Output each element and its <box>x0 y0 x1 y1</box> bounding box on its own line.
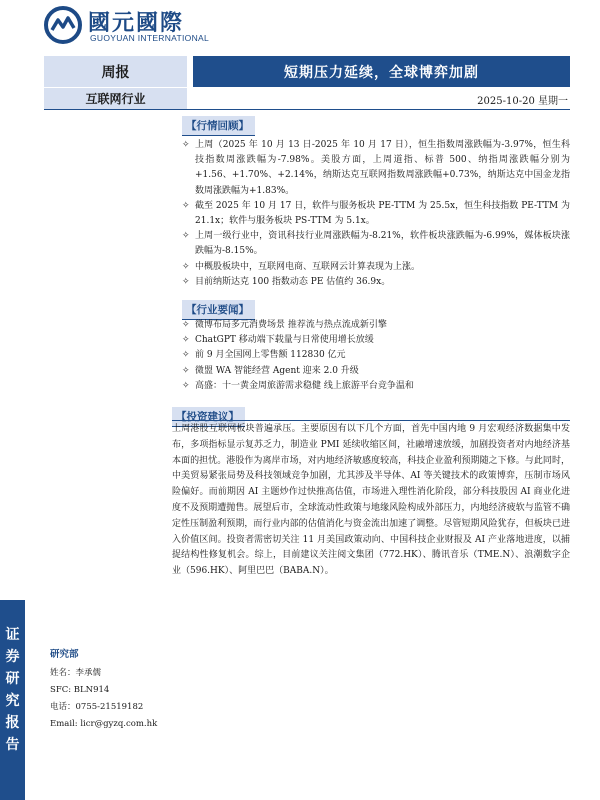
sidebar-char: 究 <box>5 693 20 709</box>
sector-name: 互联网行业 <box>44 88 187 109</box>
list-item: ✧ 微盟 WA 智能经营 Agent 迎来 2.0 升级 <box>182 364 570 379</box>
report-headline: 短期压力延续，全球博弈加剧 <box>193 56 570 87</box>
logo-mark-icon <box>44 6 82 44</box>
brand-name-cn: 國元國際 <box>88 10 185 36</box>
title-band <box>44 56 570 87</box>
analyst-name: 姓名：李承儒 <box>50 668 102 678</box>
industry-news-heading-wrap <box>182 298 570 320</box>
company-logo <box>44 6 244 44</box>
brand-name-en: GUOYUAN INTERNATIONAL <box>90 33 210 43</box>
sidebar-char: 券 <box>5 649 20 665</box>
bullet-icon: ✧ <box>182 140 190 150</box>
analyst-email: Email: licr@gyzq.com.hk <box>50 719 158 729</box>
investment-advice-body: 上周港股互联网板块普遍承压。主要原因有以下几个方面，首先中国内地 9 月宏观经济数据集中发布，多项指标显示复苏乏力，制造业 PMI 延续收缩区间，社融增速放缓，加剧投资者对内地经济基本面的担忧。港股作为离岸市场，对内地经济敏感度较高，科技企业盈利预期随之下修。与此同时，中美贸易紧张局势及科技领域竞争加剧，尤其涉及半导体、AI 等关键技术的政策博弈，压制市场风险偏好。而前期因 AI 主题炒作过快推高估值，市场进入理性消化阶段，部分科技股因 AI 商业化进度不及预期遭抛售。展望后市，全球流动性政策与地缘风险构成外部压力，内地经济疲软与监管不确定性压制盈利预期，而行业内部的估值消化与资金流出加速了调整。尽管短期风险犹存，但板块已进入价值区间。投资者需密切关注 11 月美国政策动向、中国科技企业财报及 AI 产业落地进度，以捕捉结构性修复机会。综上，目前建议关注阅文集团（772.HK）、腾讯音乐（TME.N）、浪潮数字企业（596.HK）、阿里巴巴（BABA.N）。 <box>172 424 570 577</box>
market-review-heading: 【行情回顾】 <box>182 116 255 136</box>
list-item: ✧ 中概股板块中，互联网电商、互联网云计算表现为上涨。 <box>182 260 570 275</box>
divider <box>172 420 570 421</box>
list-item: ✧ 截至 2025 年 10 月 17 日，软件与服务板块 PE-TTM 为 25.5x，恒生科技指数 PE-TTM 为 21.1x；软件与服务板块 PS-TTM 为 5.1x。 <box>182 200 570 227</box>
sidebar-label <box>0 624 25 756</box>
investment-advice-heading: 【投资建议】 <box>172 407 245 427</box>
list-item: ✧ 上周一级行业中，资讯科技行业周涨跌幅为-8.21%，软件板块涨跌幅为-6.99%，媒体板块涨跌幅为-8.15%。 <box>182 231 570 257</box>
list-item: ✧ 目前纳斯达克 100 指数动态 PE 估值约 36.9x。 <box>182 275 570 290</box>
bullet-icon: ✧ <box>182 231 190 242</box>
sector-band <box>44 88 570 110</box>
bullet-icon: ✧ <box>182 335 190 346</box>
analyst-phone: 电话：0755-21519182 <box>50 702 144 712</box>
list-item: ✧ 微博布局多元消费场景 推荐流与热点流成新引擎 <box>182 318 570 333</box>
report-date: 2025-10-20 星期一 <box>477 96 568 107</box>
research-contact <box>50 646 210 733</box>
industry-news-heading: 【行业要闻】 <box>182 300 255 320</box>
market-review-list <box>182 138 570 290</box>
bullet-icon: ✧ <box>182 261 190 272</box>
bullet-icon: ✧ <box>182 276 190 287</box>
research-title: 研究部 <box>50 649 79 660</box>
bullet-icon: ✧ <box>182 320 190 330</box>
industry-news-list <box>182 318 570 394</box>
report-type: 周报 <box>44 56 187 87</box>
analyst-sfc: SFC: BLN914 <box>50 685 110 695</box>
bullet-icon: ✧ <box>182 350 190 361</box>
bullet-icon: ✧ <box>182 380 190 391</box>
sidebar-char: 告 <box>5 737 20 753</box>
list-item: ✧ ChatGPT 移动端下载量与日常使用增长放缓 <box>182 333 570 348</box>
list-item: ✧ 前 9 月全国网上零售额 112830 亿元 <box>182 348 570 363</box>
sidebar-char: 报 <box>5 715 20 731</box>
sidebar-char: 证 <box>5 627 20 643</box>
sidebar-char: 研 <box>5 671 20 687</box>
bullet-icon: ✧ <box>182 200 190 211</box>
bullet-icon: ✧ <box>182 365 190 376</box>
market-review-heading-wrap <box>182 114 570 136</box>
list-item: ✧ 高盛：十一黄金周旅游需求稳健 线上旅游平台竞争温和 <box>182 379 570 394</box>
left-column <box>44 114 172 402</box>
list-item: ✧ 上周（2025 年 10 月 13 日-2025 年 10 月 17 日），恒生指数周涨跌幅为-3.97%，恒生科技指数周涨跌幅为-7.98%。美股方面，上周道指、标普 500、纳指周涨跌幅分别为+1.56、+1.70%、+2.14%，纳斯达克互联网指数周涨跌幅+0.73%，纳斯达克中国金龙指数周涨跌幅为+1.83%。 <box>182 140 570 196</box>
